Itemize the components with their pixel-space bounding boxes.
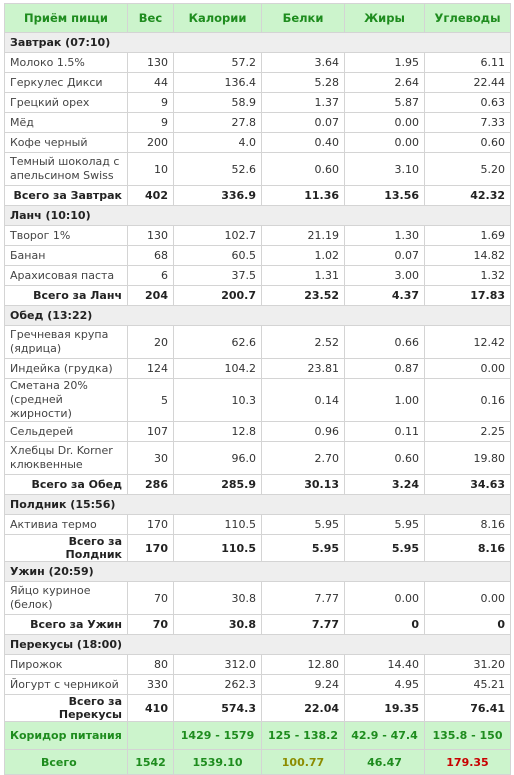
food-fat: 3.00 [345, 266, 425, 286]
food-weight: 130 [128, 226, 174, 246]
food-protein: 7.77 [262, 582, 345, 615]
section-total-row [5, 475, 511, 495]
corridor-calories: 1429 - 1579 [174, 722, 262, 750]
total-protein: 30.13 [262, 475, 345, 495]
corridor-fat: 42.9 - 47.4 [345, 722, 425, 750]
food-carbs: 14.82 [425, 246, 511, 266]
food-calories: 102.7 [174, 226, 262, 246]
food-row [5, 226, 511, 246]
food-protein: 2.52 [262, 326, 345, 359]
food-name: Мёд [5, 113, 128, 133]
total-carbs: 76.41 [425, 695, 511, 722]
food-name: Геркулес Дикси [5, 73, 128, 93]
grand-total-protein: 100.77 [262, 750, 345, 775]
food-carbs: 45.21 [425, 675, 511, 695]
food-weight: 130 [128, 53, 174, 73]
food-name: Грецкий орех [5, 93, 128, 113]
meal-section-supper [5, 562, 511, 635]
food-name: Творог 1% [5, 226, 128, 246]
food-weight: 124 [128, 359, 174, 379]
food-protein: 1.02 [262, 246, 345, 266]
food-protein: 9.24 [262, 675, 345, 695]
food-calories: 12.8 [174, 422, 262, 442]
food-calories: 136.4 [174, 73, 262, 93]
food-carbs: 2.25 [425, 422, 511, 442]
food-fat: 2.64 [345, 73, 425, 93]
food-name: Сметана 20% (средней жирности) [5, 379, 128, 422]
food-weight: 30 [128, 442, 174, 475]
food-row [5, 73, 511, 93]
food-row [5, 675, 511, 695]
summary [5, 722, 511, 775]
food-row [5, 326, 511, 359]
food-carbs: 0.60 [425, 133, 511, 153]
food-weight: 80 [128, 655, 174, 675]
total-protein: 23.52 [262, 286, 345, 306]
food-calories: 57.2 [174, 53, 262, 73]
food-calories: 4.0 [174, 133, 262, 153]
total-fat: 19.35 [345, 695, 425, 722]
food-fat: 0.00 [345, 582, 425, 615]
section-total-row [5, 535, 511, 562]
food-fat: 5.87 [345, 93, 425, 113]
food-row [5, 113, 511, 133]
total-weight: 410 [128, 695, 174, 722]
meal-section-snacks [5, 635, 511, 722]
food-fat: 0.00 [345, 133, 425, 153]
food-protein: 23.81 [262, 359, 345, 379]
total-label: Всего за Перекусы [5, 695, 128, 722]
total-calories: 200.7 [174, 286, 262, 306]
total-calories: 110.5 [174, 535, 262, 562]
meal-section-breakfast [5, 33, 511, 206]
food-row [5, 422, 511, 442]
food-protein: 2.70 [262, 442, 345, 475]
food-name: Темный шоколад с апельсином Swiss [5, 153, 128, 186]
food-row [5, 359, 511, 379]
food-row [5, 133, 511, 153]
col-protein: Белки [262, 4, 345, 33]
food-name: Арахисовая паста [5, 266, 128, 286]
food-calories: 60.5 [174, 246, 262, 266]
section-title: Ужин (20:59) [5, 562, 511, 582]
food-fat: 0.11 [345, 422, 425, 442]
food-carbs: 0.00 [425, 359, 511, 379]
food-calories: 62.6 [174, 326, 262, 359]
total-calories: 285.9 [174, 475, 262, 495]
food-name: Банан [5, 246, 128, 266]
col-meal: Приём пищи [5, 4, 128, 33]
food-protein: 1.31 [262, 266, 345, 286]
food-fat: 0.66 [345, 326, 425, 359]
food-name: Хлебцы Dr. Korner клюквенные [5, 442, 128, 475]
section-title: Завтрак (07:10) [5, 33, 511, 53]
food-weight: 330 [128, 675, 174, 695]
food-name: Йогурт с черникой [5, 675, 128, 695]
food-protein: 0.14 [262, 379, 345, 422]
total-label: Всего за Обед [5, 475, 128, 495]
corridor-label: Коридор питания [5, 722, 128, 750]
total-weight: 204 [128, 286, 174, 306]
nutrition-table [4, 3, 511, 775]
food-name: Гречневая крупа (ядрица) [5, 326, 128, 359]
food-protein: 12.80 [262, 655, 345, 675]
total-carbs: 17.83 [425, 286, 511, 306]
food-calories: 10.3 [174, 379, 262, 422]
food-name: Активиа термо [5, 515, 128, 535]
food-row [5, 442, 511, 475]
food-calories: 30.8 [174, 582, 262, 615]
total-carbs: 34.63 [425, 475, 511, 495]
food-row [5, 246, 511, 266]
total-carbs: 8.16 [425, 535, 511, 562]
food-carbs: 0.63 [425, 93, 511, 113]
food-weight: 200 [128, 133, 174, 153]
food-fat: 5.95 [345, 515, 425, 535]
food-row [5, 266, 511, 286]
food-weight: 10 [128, 153, 174, 186]
total-label: Всего за Полдник [5, 535, 128, 562]
food-carbs: 0.16 [425, 379, 511, 422]
food-weight: 44 [128, 73, 174, 93]
total-calories: 30.8 [174, 615, 262, 635]
total-fat: 3.24 [345, 475, 425, 495]
section-title: Полдник (15:56) [5, 495, 511, 515]
food-fat: 1.30 [345, 226, 425, 246]
food-fat: 0.07 [345, 246, 425, 266]
food-protein: 1.37 [262, 93, 345, 113]
section-title: Перекусы (18:00) [5, 635, 511, 655]
food-calories: 58.9 [174, 93, 262, 113]
food-calories: 104.2 [174, 359, 262, 379]
grand-total-row [5, 750, 511, 775]
total-calories: 336.9 [174, 186, 262, 206]
section-total-row [5, 286, 511, 306]
food-weight: 107 [128, 422, 174, 442]
food-weight: 20 [128, 326, 174, 359]
meal-section-dinner-midday [5, 306, 511, 495]
total-fat: 0 [345, 615, 425, 635]
food-name: Молоко 1.5% [5, 53, 128, 73]
food-weight: 68 [128, 246, 174, 266]
food-row [5, 53, 511, 73]
food-carbs: 7.33 [425, 113, 511, 133]
food-protein: 5.28 [262, 73, 345, 93]
food-name: Пирожок [5, 655, 128, 675]
total-carbs: 42.32 [425, 186, 511, 206]
food-row [5, 655, 511, 675]
grand-total-calories: 1539.10 [174, 750, 262, 775]
food-fat: 1.00 [345, 379, 425, 422]
food-carbs: 5.20 [425, 153, 511, 186]
food-protein: 21.19 [262, 226, 345, 246]
food-row [5, 93, 511, 113]
total-label: Всего за Ланч [5, 286, 128, 306]
total-fat: 13.56 [345, 186, 425, 206]
food-fat: 3.10 [345, 153, 425, 186]
total-weight: 170 [128, 535, 174, 562]
food-carbs: 1.32 [425, 266, 511, 286]
food-calories: 27.8 [174, 113, 262, 133]
table-header [5, 4, 511, 33]
section-total-row [5, 695, 511, 722]
food-fat: 0.60 [345, 442, 425, 475]
food-calories: 312.0 [174, 655, 262, 675]
food-weight: 9 [128, 93, 174, 113]
food-carbs: 19.80 [425, 442, 511, 475]
grand-total-label: Всего [5, 750, 128, 775]
food-weight: 5 [128, 379, 174, 422]
food-carbs: 6.11 [425, 53, 511, 73]
food-protein: 0.40 [262, 133, 345, 153]
food-weight: 9 [128, 113, 174, 133]
col-fat: Жиры [345, 4, 425, 33]
col-weight: Вес [128, 4, 174, 33]
col-calories: Калории [174, 4, 262, 33]
food-row [5, 379, 511, 422]
food-calories: 110.5 [174, 515, 262, 535]
food-fat: 1.95 [345, 53, 425, 73]
total-label: Всего за Ужин [5, 615, 128, 635]
food-row [5, 153, 511, 186]
food-calories: 37.5 [174, 266, 262, 286]
food-calories: 96.0 [174, 442, 262, 475]
total-weight: 70 [128, 615, 174, 635]
total-protein: 22.04 [262, 695, 345, 722]
total-carbs: 0 [425, 615, 511, 635]
food-calories: 52.6 [174, 153, 262, 186]
total-protein: 7.77 [262, 615, 345, 635]
food-protein: 0.07 [262, 113, 345, 133]
total-fat: 5.95 [345, 535, 425, 562]
meal-section-lunch [5, 206, 511, 306]
total-protein: 5.95 [262, 535, 345, 562]
food-protein: 3.64 [262, 53, 345, 73]
food-name: Индейка (грудка) [5, 359, 128, 379]
food-carbs: 1.69 [425, 226, 511, 246]
corridor-carbs: 135.8 - 150 [425, 722, 511, 750]
food-weight: 6 [128, 266, 174, 286]
nutrition-corridor-row [5, 722, 511, 750]
food-protein: 0.60 [262, 153, 345, 186]
food-carbs: 0.00 [425, 582, 511, 615]
grand-total-fat: 46.47 [345, 750, 425, 775]
food-protein: 0.96 [262, 422, 345, 442]
food-row [5, 515, 511, 535]
col-carbs: Углеводы [425, 4, 511, 33]
section-title: Ланч (10:10) [5, 206, 511, 226]
food-name: Кофе черный [5, 133, 128, 153]
total-weight: 402 [128, 186, 174, 206]
food-carbs: 12.42 [425, 326, 511, 359]
food-weight: 170 [128, 515, 174, 535]
food-carbs: 22.44 [425, 73, 511, 93]
grand-total-weight: 1542 [128, 750, 174, 775]
food-fat: 4.95 [345, 675, 425, 695]
food-name: Сельдерей [5, 422, 128, 442]
total-fat: 4.37 [345, 286, 425, 306]
corridor-protein: 125 - 138.2 [262, 722, 345, 750]
food-fat: 0.87 [345, 359, 425, 379]
food-row [5, 582, 511, 615]
section-title: Обед (13:22) [5, 306, 511, 326]
total-label: Всего за Завтрак [5, 186, 128, 206]
food-carbs: 8.16 [425, 515, 511, 535]
section-total-row [5, 615, 511, 635]
food-fat: 14.40 [345, 655, 425, 675]
total-calories: 574.3 [174, 695, 262, 722]
food-protein: 5.95 [262, 515, 345, 535]
corridor-weight [128, 722, 174, 750]
food-weight: 70 [128, 582, 174, 615]
grand-total-carbs: 179.35 [425, 750, 511, 775]
food-calories: 262.3 [174, 675, 262, 695]
food-name: Яйцо куриное (белок) [5, 582, 128, 615]
meal-section-afternoon-snack [5, 495, 511, 562]
total-weight: 286 [128, 475, 174, 495]
food-carbs: 31.20 [425, 655, 511, 675]
food-fat: 0.00 [345, 113, 425, 133]
section-total-row [5, 186, 511, 206]
total-protein: 11.36 [262, 186, 345, 206]
